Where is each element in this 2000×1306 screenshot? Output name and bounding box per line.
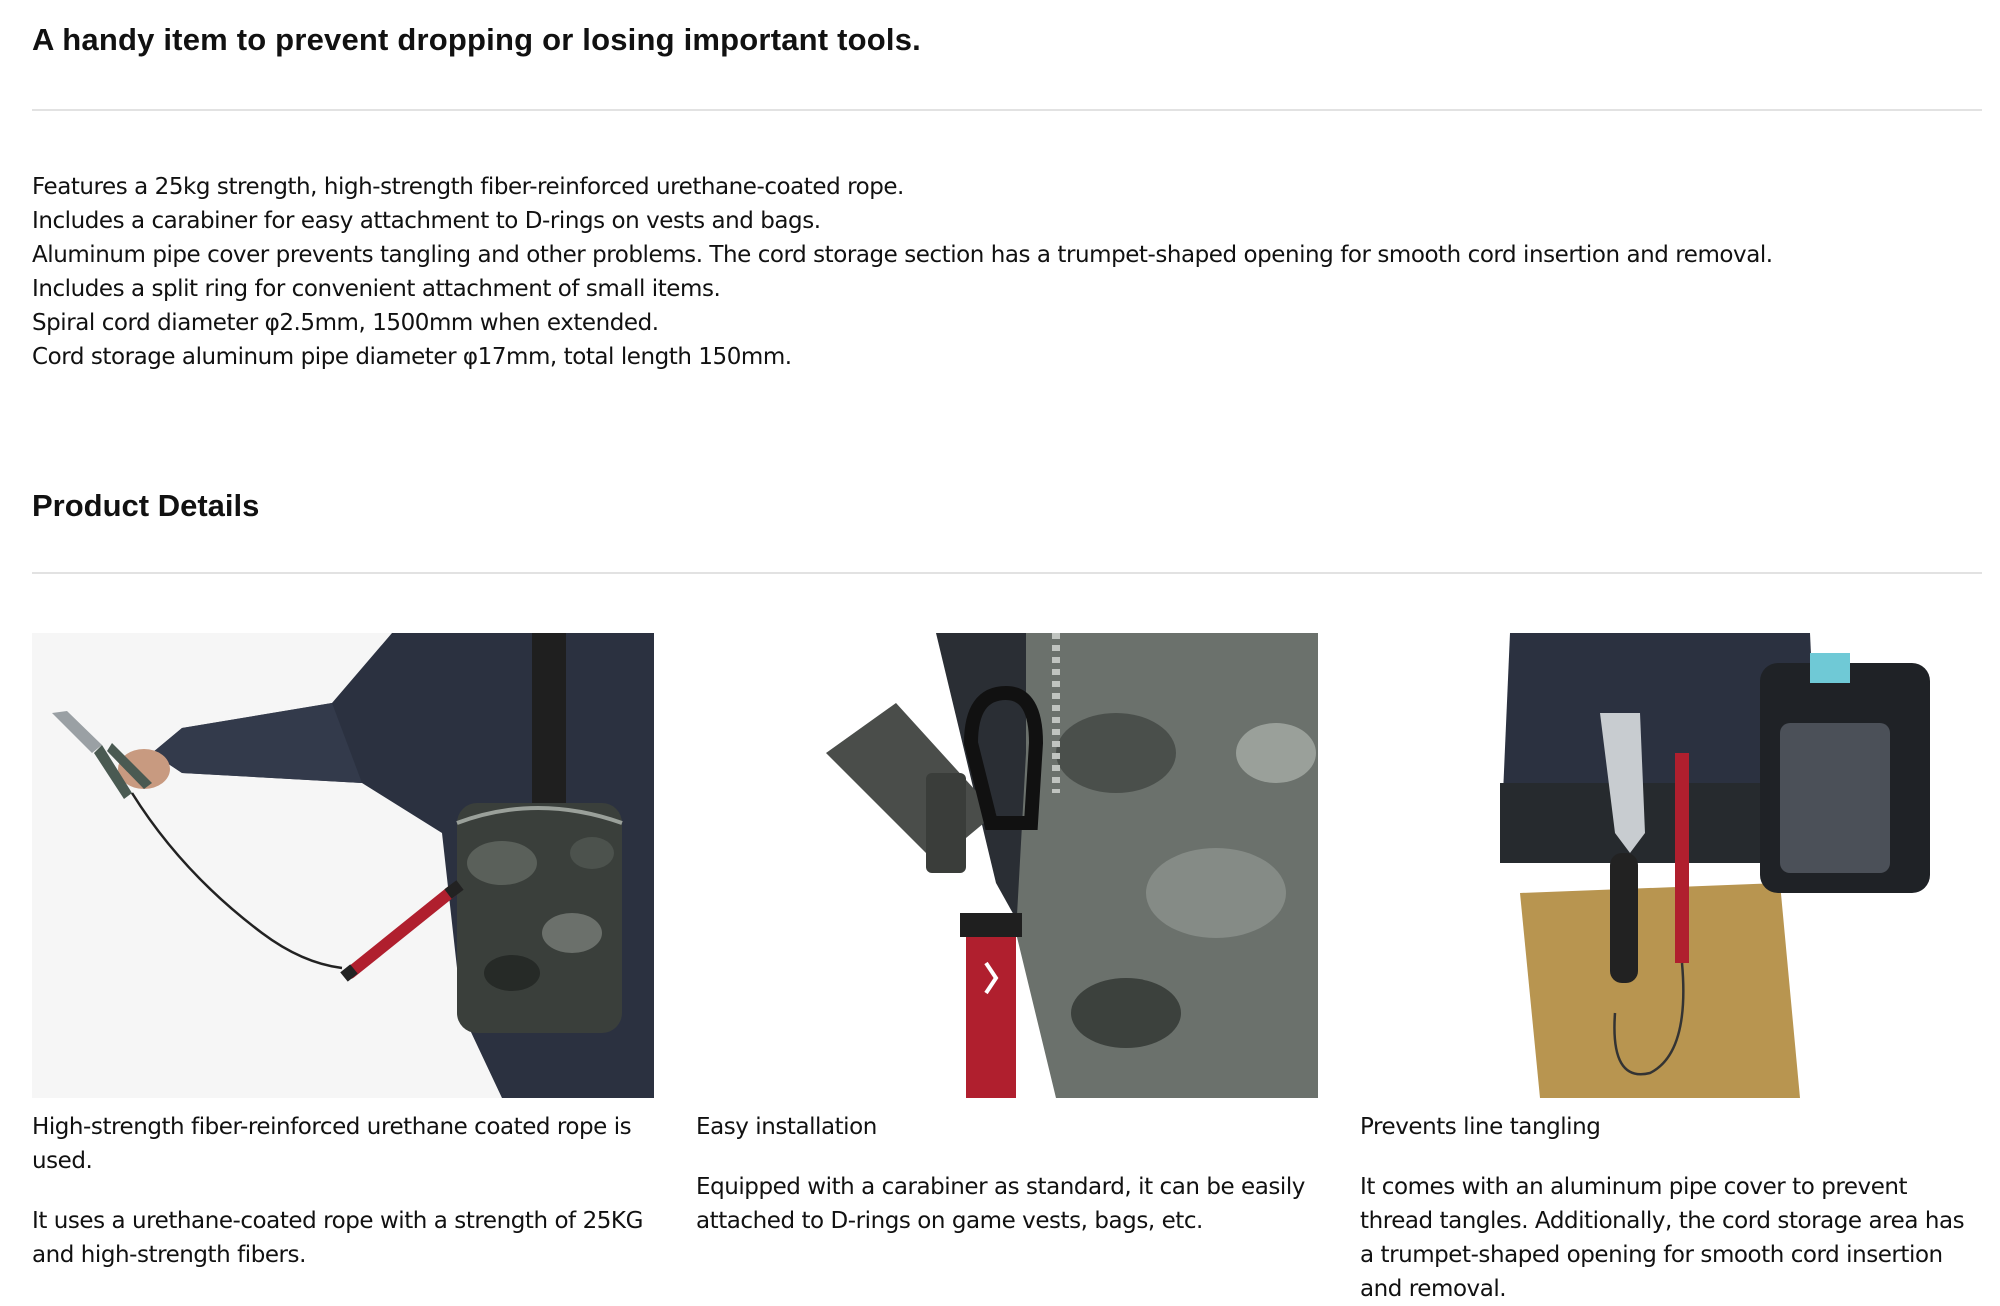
detail-card xyxy=(696,633,1318,1238)
card-title: High-strength fiber-reinforced urethane coated rope is used. xyxy=(32,1114,632,1174)
card-body: Equipped with a carabiner as standard, it can be easily attached to D-rings on game vests, bags, etc. xyxy=(696,1174,1305,1234)
angler-with-pliers-image xyxy=(32,633,654,1098)
detail-card xyxy=(32,633,654,1272)
card-title: Prevents line tangling xyxy=(1360,1114,1601,1140)
feature-item: Spiral cord diameter φ2.5mm, 1500mm when extended. xyxy=(32,310,659,336)
feature-item: Includes a split ring for convenient attachment of small items. xyxy=(32,276,721,302)
card-body: It uses a urethane-coated rope with a strength of 25KG and high-strength fibers. xyxy=(32,1208,643,1268)
product-photo-rope xyxy=(32,633,654,1098)
card-title: Easy installation xyxy=(696,1114,877,1140)
feature-item: Aluminum pipe cover prevents tangling and other problems. The cord storage section has a trumpet-shaped opening for smooth cord insertion and removal. xyxy=(32,242,1773,268)
divider xyxy=(32,109,1982,111)
page-headline: A handy item to prevent dropping or losing important tools. xyxy=(32,22,921,57)
section-title: Product Details xyxy=(32,488,260,523)
product-photo-carabiner xyxy=(696,633,1318,1098)
feature-list xyxy=(32,170,1932,374)
detail-card xyxy=(1360,633,1982,1306)
card-body: It comes with an aluminum pipe cover to prevent thread tangles. Additionally, the cord storage area has a trumpet-shaped opening for smooth cord insertion and removal. xyxy=(1360,1174,1965,1302)
feature-item: Includes a carabiner for easy attachment to D-rings on vests and bags. xyxy=(32,208,821,234)
feature-item: Cord storage aluminum pipe diameter φ17mm, total length 150mm. xyxy=(32,344,792,370)
divider xyxy=(32,572,1982,574)
carabiner-on-bag-image xyxy=(696,633,1318,1098)
gripper-on-belt-image xyxy=(1360,633,1982,1098)
feature-item: Features a 25kg strength, high-strength fiber-reinforced urethane-coated rope. xyxy=(32,174,904,200)
product-photo-hip-belt xyxy=(1360,633,1982,1098)
